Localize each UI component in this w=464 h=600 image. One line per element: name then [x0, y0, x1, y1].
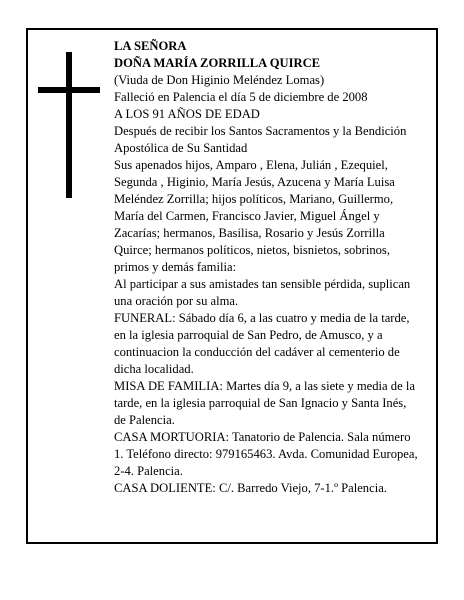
funeral-info: FUNERAL: Sábado día 6, a las cuatro y media de la tarde, en la iglesia parroquial de San Pedro, de Amusco, y a continuacion la conducción del cadáver al cementerio de dicha localidad. — [114, 311, 410, 376]
cross-vertical-bar — [66, 52, 72, 198]
funeral-home-info: CASA MORTUORIA: Tanatorio de Palencia. Sala número 1. Teléfono directo: 979165463. Avda. Comunidad Europea, 2-4. Palencia. — [114, 430, 418, 478]
sacraments-note: Después de recibir los Santos Sacramentos y la Bendición Apostólica de Su Santidad — [114, 124, 407, 155]
widow-of: (Viuda de Don Higinio Meléndez Lomas) — [114, 73, 325, 87]
mourning-house-info: CASA DOLIENTE: C/. Barredo Viejo, 7-1.º Palencia. — [114, 481, 387, 495]
family-mass-info: MISA DE FAMILIA: Martes día 9, a las siete y media de la tarde, en la iglesia parroquial de San Ignacio y Santa Inés, de Palencia. — [114, 379, 415, 427]
prayer-request: Al participar a sus amistades tan sensible pérdida, suplican una oración por su alma. — [114, 277, 411, 308]
obituary-text — [114, 38, 420, 497]
deceased-name: DOÑA MARÍA ZORRILLA QUIRCE — [114, 56, 321, 70]
age-at-death: A LOS 91 AÑOS DE EDAD — [114, 107, 260, 121]
cross-icon — [38, 52, 100, 198]
date-of-death: Falleció en Palencia el día 5 de diciembre de 2008 — [114, 90, 368, 104]
deceased-title: LA SEÑORA — [114, 39, 187, 53]
cross-horizontal-bar — [38, 87, 100, 93]
family-list: Sus apenados hijos, Amparo , Elena, Julián , Ezequiel, Segunda , Higinio, María Jesús, Azucena y María Luisa Meléndez Zorrilla; hijos políticos, Mariano, Guillermo, María del Carmen, Francisco Javier, Miguel Ángel y Zacarías; hermanos, Basilisa, Rosario y Jesús Zorrilla Quirce; hermanos políticos, nietos, bisnietos, sobrinos, primos y demás familia: — [114, 158, 395, 274]
